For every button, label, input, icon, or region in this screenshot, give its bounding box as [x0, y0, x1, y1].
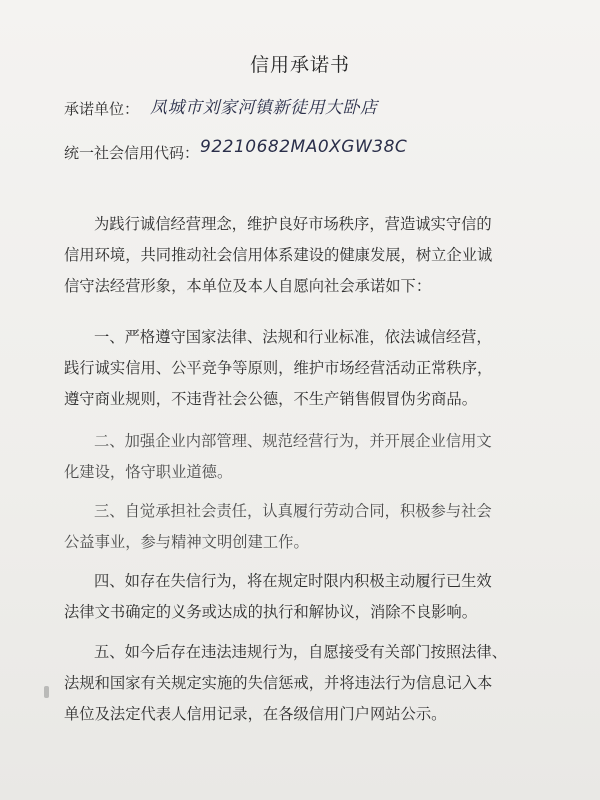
- commitment-item-1: [64, 322, 554, 415]
- intro-paragraph: [64, 209, 554, 302]
- pen-mark: [44, 686, 49, 698]
- document-title: 信用承诺书: [249, 54, 350, 76]
- item-line: 化建设，恪守职业道德。: [64, 463, 233, 481]
- item-line: 单位及法定代表人信用记录，在各级信用门户网站公示。: [64, 705, 447, 723]
- intro-line: 信用环境，共同推动社会信用体系建设的健康发展，树立企业诚: [64, 246, 493, 264]
- commitment-item-5: [64, 637, 554, 730]
- credit-code-handwritten-value: 92210682MA0XGW38C: [200, 137, 408, 157]
- item-line: 二、加强企业内部管理、规范经营行为，并开展企业信用文: [94, 432, 492, 450]
- item-line: 践行诚实信用、公平竞争等原则，维护市场经营活动正常秩序，: [64, 359, 493, 377]
- commitment-item-4: [64, 566, 554, 628]
- item-line: 一、严格遵守国家法律、法规和行业标准，依法诚信经营，: [94, 328, 492, 346]
- item-line: 三、自觉承担社会责任，认真履行劳动合同，积极参与社会: [94, 502, 492, 520]
- commitment-item-3: [64, 496, 554, 558]
- item-line: 公益事业，参与精神文明创建工作。: [64, 533, 309, 551]
- credit-code-label: 统一社会信用代码：: [64, 144, 200, 162]
- item-line: 法规和国家有关规定实施的失信惩戒，并将违法行为信息记入本: [64, 674, 493, 692]
- item-line: 四、如存在失信行为，将在规定时限内积极主动履行已生效: [94, 572, 492, 590]
- intro-line: 信守法经营形象，本单位及本人自愿向社会承诺如下：: [64, 277, 432, 295]
- item-line: 五、如今后存在违法违规行为，自愿接受有关部门按照法律、: [94, 643, 508, 661]
- intro-line: 为践行诚信经营理念，维护良好市场秩序，营造诚实守信的: [94, 215, 492, 233]
- unit-label: 承诺单位：: [64, 100, 140, 118]
- item-line: 法律文书确定的义务或达成的执行和解协议，消除不良影响。: [64, 603, 478, 621]
- commitment-item-2: [64, 426, 554, 488]
- item-line: 遵守商业规则，不违背社会公德，不生产销售假冒伪劣商品。: [64, 390, 478, 408]
- unit-handwritten-value: 凤城市刘家河镇新徒用大卧店: [150, 98, 378, 118]
